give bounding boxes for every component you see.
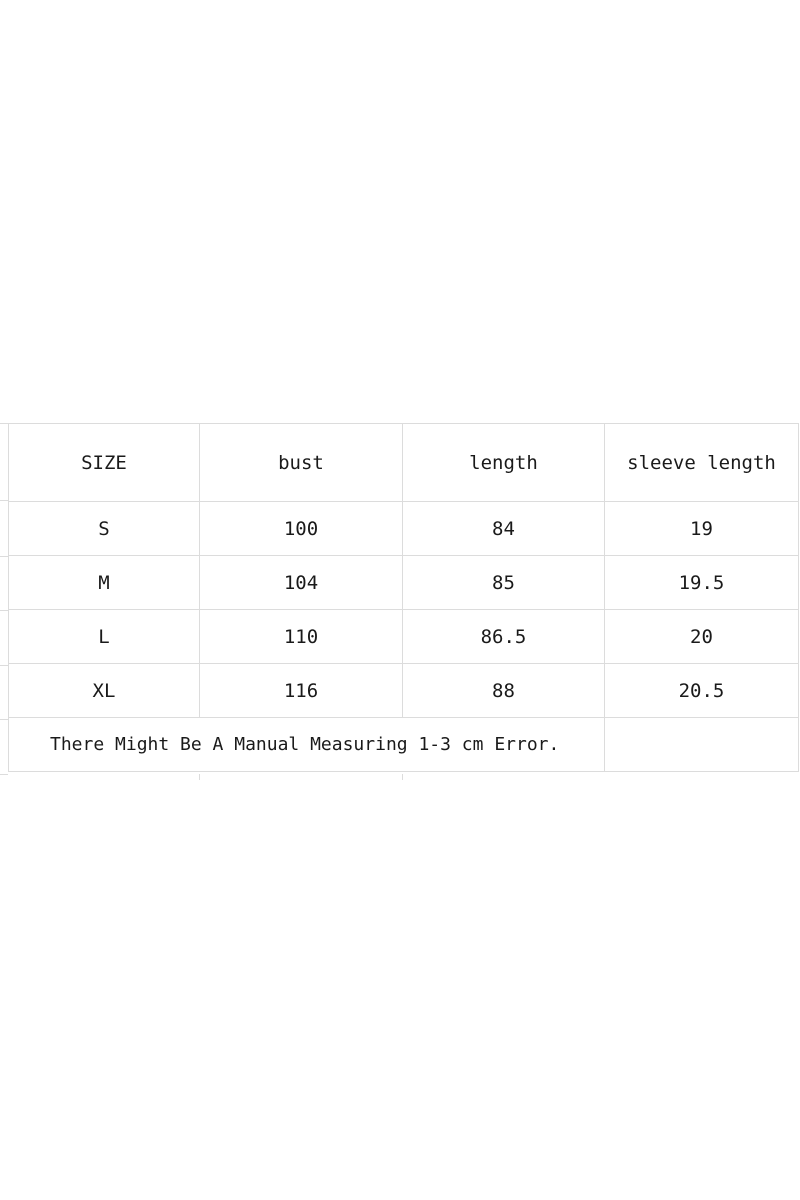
header-bust: bust xyxy=(200,424,403,502)
left-edge-line xyxy=(0,610,8,611)
measurement-note: There Might Be A Manual Measuring 1-3 cm Error. xyxy=(9,718,605,772)
length-cell: 88 xyxy=(403,664,605,718)
sleeve-length-cell: 19 xyxy=(605,502,799,556)
sleeve-length-cell: 20.5 xyxy=(605,664,799,718)
table-row xyxy=(9,556,799,610)
bust-cell: 104 xyxy=(200,556,403,610)
table-row xyxy=(9,502,799,556)
size-chart-table xyxy=(8,423,799,772)
left-edge-line xyxy=(0,774,8,775)
sleeve-length-cell: 19.5 xyxy=(605,556,799,610)
bust-cell: 116 xyxy=(200,664,403,718)
note-row xyxy=(9,718,799,772)
size-cell: S xyxy=(9,502,200,556)
left-edge-line xyxy=(0,665,8,666)
size-cell: XL xyxy=(9,664,200,718)
bust-cell: 100 xyxy=(200,502,403,556)
table-row xyxy=(9,610,799,664)
left-edge-line xyxy=(0,719,8,720)
size-cell: M xyxy=(9,556,200,610)
table-row xyxy=(9,664,799,718)
bottom-stub-line xyxy=(402,774,403,780)
left-edge-line xyxy=(0,423,8,424)
left-edge-line xyxy=(0,500,8,501)
header-sleeve-length: sleeve length xyxy=(605,424,799,502)
empty-cell xyxy=(605,718,799,772)
length-cell: 86.5 xyxy=(403,610,605,664)
bottom-stub-line xyxy=(199,774,200,780)
table-header-row xyxy=(9,424,799,502)
length-cell: 85 xyxy=(403,556,605,610)
left-edge-line xyxy=(0,556,8,557)
size-cell: L xyxy=(9,610,200,664)
header-size: SIZE xyxy=(9,424,200,502)
length-cell: 84 xyxy=(403,502,605,556)
bust-cell: 110 xyxy=(200,610,403,664)
header-length: length xyxy=(403,424,605,502)
sleeve-length-cell: 20 xyxy=(605,610,799,664)
